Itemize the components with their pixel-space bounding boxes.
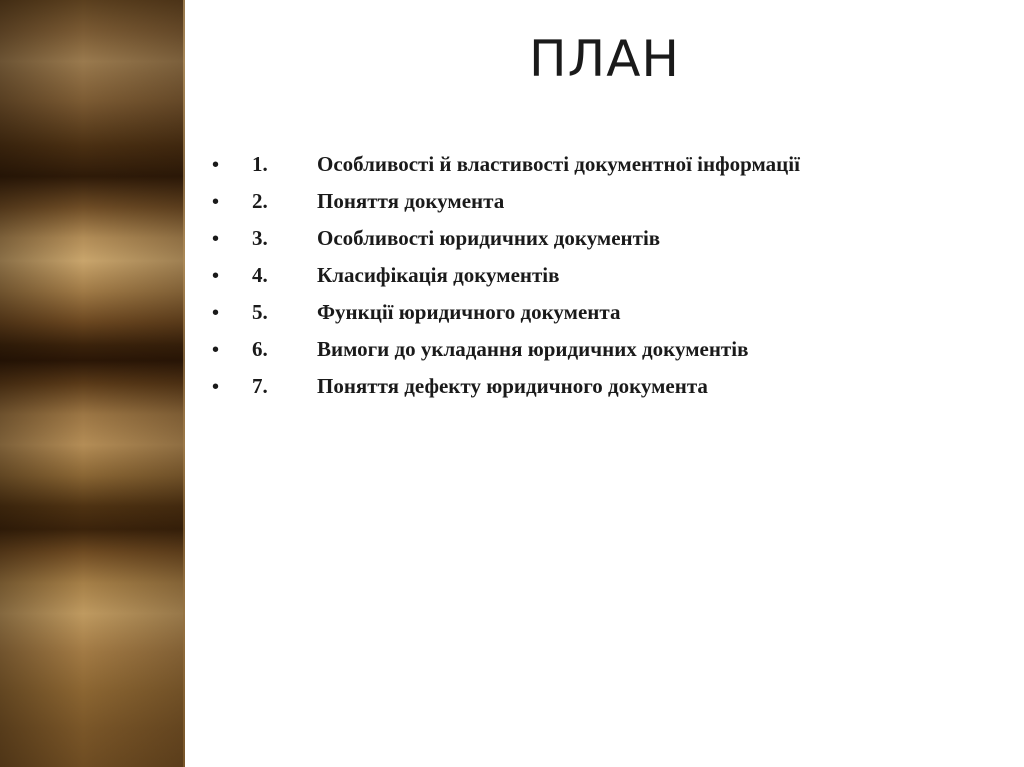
side-band-edge <box>183 0 185 767</box>
item-number: 7. <box>252 374 268 398</box>
bullet-icon: • <box>212 376 220 398</box>
item-number: 6. <box>252 337 268 361</box>
bullet-icon: • <box>212 265 220 287</box>
item-number: 2. <box>252 189 268 213</box>
list-item <box>212 152 800 189</box>
item-text: Особливості юридичних документів <box>317 226 661 250</box>
bullet-icon: • <box>212 154 220 176</box>
list-item <box>212 300 800 337</box>
item-text: Особливості й властивості документної інформації <box>317 152 800 176</box>
plan-list <box>212 152 800 411</box>
slide-title: ПЛАН <box>529 30 680 88</box>
bullet-icon: • <box>212 228 220 250</box>
bullet-icon: • <box>212 191 220 213</box>
item-text: Вимоги до укладання юридичних документів <box>317 337 749 361</box>
list-item <box>212 337 800 374</box>
decorative-side-band <box>0 0 185 767</box>
item-number: 4. <box>252 263 268 287</box>
list-item <box>212 263 800 300</box>
item-text: Класифікація документів <box>317 263 560 287</box>
list-item <box>212 189 800 226</box>
item-number: 3. <box>252 226 268 250</box>
list-item <box>212 226 800 263</box>
item-text: Поняття документа <box>317 189 505 213</box>
bullet-icon: • <box>212 302 220 324</box>
item-text: Поняття дефекту юридичного документа <box>317 374 708 398</box>
list-item <box>212 374 800 411</box>
item-number: 5. <box>252 300 268 324</box>
item-number: 1. <box>252 152 268 176</box>
bullet-icon: • <box>212 339 220 361</box>
item-text: Функції юридичного документа <box>317 300 621 324</box>
